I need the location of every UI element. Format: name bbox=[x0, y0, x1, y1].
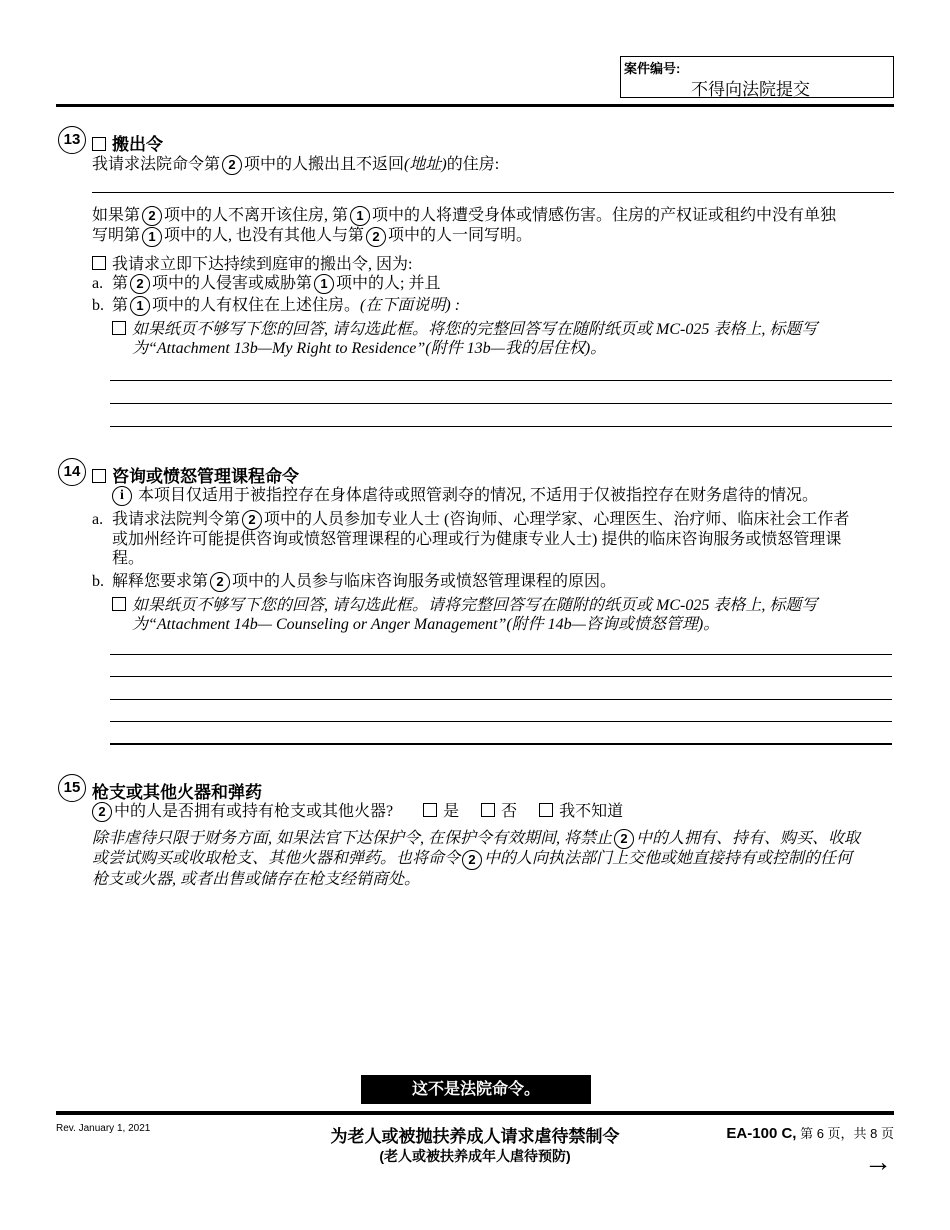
item14-a: a. 我请求法院判令第 2 项中的人员参加专业人士 (咨询师、心理学家、心理医生、治疗师、临床社会工作者 或加州经许可能提供咨询或愤怒管理课程的心理或行为健康专业人士) 提供的临床咨询服务或愤怒管理课 程。 bbox=[92, 511, 850, 568]
form-id: EA-100 C, bbox=[726, 1125, 797, 1142]
item13-answer-line[interactable] bbox=[110, 403, 892, 404]
form-subtitle: (老人或被扶养成年人虐待预防) bbox=[379, 1148, 571, 1164]
case-number-label: 案件编号: bbox=[624, 61, 681, 76]
revision-date: Rev. January 1, 2021 bbox=[56, 1123, 151, 1134]
item15-note: 除非虐待只限于财务方面, 如果法官下达保护令, 在保护令有效期间, 将禁止 2 中的人拥有、持有、购买、收取 或尝试购买或收取枪支、其他火器和弹药。也将命令 2 中的人向执法部门上交他或她直接持有或控制的任何 枪支或火器, 或者出售或储存在枪支经销商处。 bbox=[92, 830, 861, 888]
item14-info: i 本项目仅适用于被指控存在身体虐待或照管剥夺的情况, 不适用于仅被指控存在财务虐待的情况。 bbox=[112, 486, 818, 506]
item14-checkbox[interactable] bbox=[92, 469, 106, 483]
firearms-yes-label: 是 bbox=[443, 803, 460, 820]
item14-answer-line[interactable] bbox=[110, 654, 892, 655]
item13-immediate-checkbox[interactable] bbox=[92, 256, 106, 270]
item15-question: 2 中的人是否拥有或持有枪支或其他火器? 是 否 我不知道 bbox=[90, 802, 623, 822]
item13-number: 13 bbox=[58, 126, 86, 154]
item13-answer-line[interactable] bbox=[110, 380, 892, 381]
firearms-unknown-label: 我不知道 bbox=[559, 803, 624, 820]
item14-answer-line[interactable] bbox=[110, 676, 892, 677]
item14-number: 14 bbox=[58, 458, 86, 486]
item14-attachment-checkbox[interactable] bbox=[112, 597, 126, 611]
firearms-no-label: 否 bbox=[501, 803, 518, 820]
footer-rule bbox=[56, 1111, 894, 1115]
item13-request: 我请求法院命令第 2 项中的人搬出且不返回(地址)的住房: bbox=[92, 155, 499, 175]
firearms-unknown-checkbox[interactable] bbox=[539, 803, 553, 817]
header-rule bbox=[56, 104, 894, 107]
item14-answer-line[interactable] bbox=[110, 699, 892, 700]
item14-answer-line[interactable] bbox=[110, 743, 892, 745]
item13-immediate: 我请求立即下达持续到庭审的搬出令, 因为: bbox=[92, 255, 412, 274]
form-title: 为老人或被抛扶养成人请求虐待禁制令 bbox=[330, 1127, 620, 1146]
item13-a: a. 第 2 项中的人侵害或威胁第 1 项中的人; 并且 bbox=[92, 274, 440, 294]
firearms-yes-checkbox[interactable] bbox=[423, 803, 437, 817]
item13-address-input[interactable] bbox=[92, 172, 894, 193]
item13-condition: 如果第 2 项中的人不离开该住房, 第 1 项中的人将遭受身体或情感伤害。住房的产权证或租约中没有单独 写明第 1 项中的人, 也没有其他人与第 2 项中的人一同写明。 bbox=[92, 206, 892, 247]
case-number-box bbox=[620, 56, 894, 98]
item13-checkbox[interactable] bbox=[92, 137, 106, 151]
item13-attachment-checkbox[interactable] bbox=[112, 321, 126, 335]
info-icon: i bbox=[112, 486, 132, 506]
item15-number: 15 bbox=[58, 774, 86, 802]
item13-b: b. 第 1 项中的人有权住在上述住房。(在下面说明) : bbox=[92, 296, 460, 316]
item13-title: 搬出令 bbox=[112, 135, 163, 154]
item13-heading bbox=[92, 130, 163, 155]
next-page-arrow-icon[interactable]: → bbox=[864, 1146, 892, 1177]
item14-heading bbox=[92, 462, 299, 487]
firearms-no-checkbox[interactable] bbox=[481, 803, 495, 817]
item14-title: 咨询或愤怒管理课程命令 bbox=[112, 467, 299, 486]
item15-title: 枪支或其他火器和弹药 bbox=[92, 783, 262, 802]
not-court-order-banner: 这不是法院命令。 bbox=[361, 1075, 591, 1104]
item13-answer-line[interactable] bbox=[110, 426, 892, 427]
form-page-info bbox=[700, 1123, 894, 1142]
page-info: 第 6 页，共 8 页 bbox=[800, 1126, 894, 1141]
item14-b: b. 解释您要求第 2 项中的人员参与临床咨询服务或愤怒管理课程的原因。 bbox=[92, 572, 616, 592]
item13-attachment: 如果纸页不够写下您的回答, 请勾选此框。将您的完整回答写在随附纸页或 MC-025 表格上, 标题写 为“Attachment 13b—My Right to Residence”(附件 13b—我的居住权)。 bbox=[112, 320, 892, 358]
case-number-value: 不得向法院提交 bbox=[691, 80, 810, 99]
item14-attachment: 如果纸页不够写下您的回答, 请勾选此框。请将完整回答写在随附的纸页或 MC-025 表格上, 标题写 为“Attachment 14b— Counseling or Anger Management”(附件 14b—咨询或愤怒管理)。 bbox=[112, 596, 892, 634]
item14-answer-line[interactable] bbox=[110, 721, 892, 722]
